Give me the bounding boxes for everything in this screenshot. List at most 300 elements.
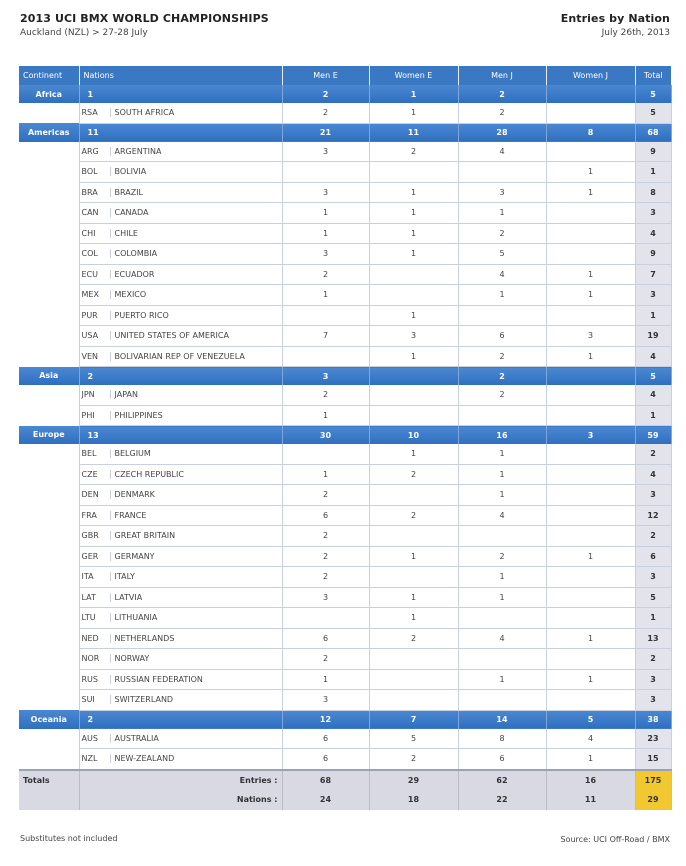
nation-row [19,505,671,526]
nation-cell [79,485,282,506]
nation-women-e [369,669,458,690]
nation-cell [79,567,282,588]
continent-spacer-cell [19,608,79,629]
continent-nation-count: 13 [79,426,282,445]
nation-men-j: 6 [458,749,546,770]
nation-men-e: 3 [282,587,369,608]
nation-women-j [546,203,635,224]
nation-men-j: 2 [458,346,546,367]
continent-total: 59 [635,426,671,445]
entries-table-wrapper [19,66,671,810]
nation-total: 6 [635,546,671,567]
nation-men-e: 2 [282,103,369,123]
nation-name: FRANCE [114,510,147,520]
nation-total: 3 [635,567,671,588]
nation-men-j: 4 [458,505,546,526]
nation-men-j [458,162,546,183]
nation-name: NETHERLANDS [114,633,175,643]
nation-name: ITALY [114,572,135,582]
nation-code: RSA [80,108,111,117]
nation-row [19,729,671,749]
continent-row [19,85,671,103]
continent-spacer-cell [19,182,79,203]
continent-spacer-cell [19,729,79,749]
nation-cell [79,385,282,405]
continent-spacer-cell [19,305,79,326]
continent-name: Oceania [19,710,79,729]
continent-spacer-cell [19,326,79,347]
continent-spacer-cell [19,628,79,649]
nation-code: DEN [80,490,111,499]
nation-cell [79,546,282,567]
nation-women-e [369,385,458,405]
nation-row [19,690,671,711]
nation-women-e: 2 [369,505,458,526]
col-header-women-j: Women J [546,66,635,85]
nation-total: 12 [635,505,671,526]
nation-cell [79,608,282,629]
nation-men-j [458,526,546,547]
totals-nations-women-j: 11 [546,790,635,810]
continent-name: Africa [19,85,79,103]
nation-code: FRA [80,511,111,520]
nation-row [19,749,671,770]
nation-cell [79,526,282,547]
nation-women-e [369,162,458,183]
continent-men-e: 30 [282,426,369,445]
report-header-right [561,12,670,38]
nation-women-j [546,608,635,629]
nation-cell [79,628,282,649]
nation-total: 1 [635,162,671,183]
nation-women-e: 1 [369,587,458,608]
continent-women-j: 8 [546,123,635,142]
nation-women-j [546,505,635,526]
nation-men-e: 3 [282,182,369,203]
col-header-men-e: Men E [282,66,369,85]
nation-row [19,608,671,629]
continent-women-j [546,367,635,386]
nation-total: 4 [635,346,671,367]
nation-row [19,464,671,485]
nation-women-e: 2 [369,749,458,770]
nation-row [19,203,671,224]
nation-total: 1 [635,405,671,426]
nation-code: JPN [80,390,111,399]
totals-entries-men-j: 62 [458,770,546,791]
continent-spacer-cell [19,444,79,464]
nation-women-j: 1 [546,546,635,567]
nation-women-e: 1 [369,305,458,326]
nation-women-e [369,526,458,547]
nation-total: 1 [635,305,671,326]
nation-name: PUERTO RICO [114,310,169,320]
nation-women-j [546,464,635,485]
nation-code: LAT [80,593,111,602]
nation-men-e: 3 [282,142,369,162]
nation-row [19,628,671,649]
nation-name: CHILE [114,228,138,238]
nation-code: PHI [80,411,111,420]
nation-women-e [369,285,458,306]
totals-nations-total: 29 [635,790,671,810]
nation-women-e: 1 [369,546,458,567]
nation-name: GERMANY [114,551,155,561]
continent-spacer-cell [19,505,79,526]
nation-men-j [458,608,546,629]
nation-row [19,587,671,608]
totals-entries-men-e: 68 [282,770,369,791]
nation-women-j: 3 [546,326,635,347]
continent-name: Europe [19,426,79,445]
nation-name: SOUTH AFRICA [114,108,175,118]
nation-men-j: 2 [458,546,546,567]
nation-total: 2 [635,649,671,670]
continent-name: Asia [19,367,79,386]
nation-women-j: 1 [546,669,635,690]
nation-men-e: 6 [282,505,369,526]
nation-men-e: 6 [282,749,369,770]
nation-name: ARGENTINA [114,146,162,156]
nation-women-j [546,385,635,405]
nation-code: RUS [80,675,111,684]
continent-nation-count: 2 [79,367,282,386]
continent-men-j: 16 [458,426,546,445]
continent-spacer-cell [19,669,79,690]
nation-row [19,326,671,347]
nation-men-j: 2 [458,385,546,405]
col-header-women-e: Women E [369,66,458,85]
continent-total: 5 [635,367,671,386]
totals-entries-total: 175 [635,770,671,791]
nation-code: ITA [80,572,111,581]
nation-cell [79,649,282,670]
nation-row [19,444,671,464]
nation-row [19,405,671,426]
nation-women-e: 1 [369,103,458,123]
nation-name: SWITZERLAND [114,695,174,705]
continent-spacer-cell [19,264,79,285]
nation-total: 8 [635,182,671,203]
nation-women-e: 2 [369,464,458,485]
continent-row [19,123,671,142]
nation-men-e: 2 [282,546,369,567]
nation-total: 1 [635,608,671,629]
nation-name: COLOMBIA [114,249,158,259]
nation-women-e: 2 [369,628,458,649]
nation-women-j [546,485,635,506]
nation-women-j [546,649,635,670]
nation-code: BEL [80,449,111,458]
nation-women-j [546,567,635,588]
nation-women-e: 3 [369,326,458,347]
totals-entries-women-j: 16 [546,770,635,791]
continent-row [19,367,671,386]
nation-total: 19 [635,326,671,347]
continent-men-j: 2 [458,85,546,103]
continent-spacer-cell [19,485,79,506]
nation-cell [79,505,282,526]
totals-entries-women-e: 29 [369,770,458,791]
nation-cell [79,326,282,347]
nation-code: CZE [80,470,111,479]
nation-total: 4 [635,385,671,405]
nation-men-e: 7 [282,326,369,347]
nation-total: 9 [635,244,671,265]
entries-label: Entries : [79,770,282,791]
nation-cell [79,103,282,123]
continent-men-e: 21 [282,123,369,142]
table-header-row [19,66,671,85]
nation-total: 4 [635,223,671,244]
nation-women-j: 1 [546,628,635,649]
continent-men-j: 2 [458,367,546,386]
totals-row-entries [19,770,671,791]
nation-total: 5 [635,587,671,608]
nation-cell [79,690,282,711]
continent-women-j: 5 [546,710,635,729]
nation-code: GER [80,552,111,561]
nation-name: NEW-ZEALAND [114,754,175,764]
nation-cell [79,142,282,162]
nation-men-e [282,608,369,629]
nation-code: CAN [80,208,111,217]
continent-spacer-cell [19,749,79,770]
nation-code: ARG [80,147,111,156]
continent-women-e: 11 [369,123,458,142]
nation-women-j [546,223,635,244]
nation-men-e: 2 [282,264,369,285]
nation-name: CANADA [114,208,149,218]
nation-row [19,264,671,285]
nation-code: COL [80,249,111,258]
continent-spacer-cell [19,142,79,162]
continent-spacer-cell [19,567,79,588]
nation-men-e: 3 [282,690,369,711]
continent-women-e: 7 [369,710,458,729]
nation-name: BELGIUM [114,449,151,459]
continent-women-j [546,85,635,103]
nation-cell [79,729,282,749]
nation-women-j: 1 [546,749,635,770]
nation-name: CZECH REPUBLIC [114,469,184,479]
nation-men-j [458,649,546,670]
totals-section [19,770,671,810]
nation-men-j: 4 [458,142,546,162]
nation-men-e: 1 [282,203,369,224]
nation-men-e: 6 [282,729,369,749]
continent-men-e: 2 [282,85,369,103]
nation-total: 3 [635,690,671,711]
nations-label: Nations : [79,790,282,810]
nation-men-e: 2 [282,485,369,506]
nation-code: VEN [80,352,111,361]
nation-total: 7 [635,264,671,285]
nation-total: 5 [635,103,671,123]
nation-row [19,546,671,567]
continent-spacer-cell [19,546,79,567]
col-header-continent: Continent [19,66,79,85]
nation-men-j: 1 [458,285,546,306]
nation-total: 9 [635,142,671,162]
nation-men-j: 1 [458,203,546,224]
continent-spacer-cell [19,526,79,547]
nation-men-e: 1 [282,669,369,690]
nation-women-j [546,142,635,162]
totals-nations-women-e: 18 [369,790,458,810]
nation-men-j: 4 [458,264,546,285]
nation-code: USA [80,331,111,340]
nation-men-j: 1 [458,444,546,464]
table-body [19,85,671,770]
nation-women-e: 1 [369,346,458,367]
nation-men-j [458,690,546,711]
footer-source: Source: UCI Off-Road / BMX [560,835,670,844]
nation-women-e: 2 [369,142,458,162]
nation-code: ECU [80,270,111,279]
nation-total: 3 [635,285,671,306]
nation-men-j: 5 [458,244,546,265]
nation-cell [79,162,282,183]
nation-total: 3 [635,203,671,224]
report-date: July 26th, 2013 [601,28,670,38]
nation-code: SUI [80,695,111,704]
nation-code: AUS [80,734,111,743]
continent-nation-count: 11 [79,123,282,142]
nation-women-j [546,526,635,547]
nation-women-e [369,567,458,588]
nation-women-j [546,444,635,464]
nation-men-e: 2 [282,385,369,405]
nation-women-j: 4 [546,729,635,749]
nation-men-j: 1 [458,464,546,485]
continent-women-j: 3 [546,426,635,445]
continent-spacer-cell [19,346,79,367]
nation-women-j [546,405,635,426]
nation-row [19,182,671,203]
nation-women-j: 1 [546,346,635,367]
continent-spacer-cell [19,103,79,123]
nation-row [19,669,671,690]
nation-cell [79,223,282,244]
continent-total: 5 [635,85,671,103]
continent-men-j: 14 [458,710,546,729]
col-header-total: Total [635,66,671,85]
nation-men-e: 1 [282,405,369,426]
nation-cell [79,305,282,326]
nation-cell [79,749,282,770]
continent-nation-count: 1 [79,85,282,103]
nation-men-e [282,346,369,367]
nation-men-e: 2 [282,649,369,670]
nation-women-j [546,587,635,608]
nation-row [19,103,671,123]
nation-row [19,305,671,326]
nation-men-e: 6 [282,628,369,649]
report-type: Entries by Nation [560,12,670,25]
nation-women-j [546,690,635,711]
nation-men-e: 1 [282,223,369,244]
nation-cell [79,182,282,203]
nation-total: 23 [635,729,671,749]
totals-label: Totals [19,770,79,810]
nation-total: 3 [635,669,671,690]
nation-code: NED [80,634,111,643]
nation-total: 13 [635,628,671,649]
continent-spacer-cell [19,223,79,244]
nation-cell [79,587,282,608]
nation-code: PUR [80,311,111,320]
continent-spacer-cell [19,244,79,265]
nation-men-e: 1 [282,285,369,306]
nation-women-e: 1 [369,608,458,629]
nation-men-j [458,405,546,426]
nation-name: AUSTRALIA [114,733,159,743]
report-title: 2013 UCI BMX WORLD CHAMPIONSHIPS [20,12,269,25]
nation-men-j: 2 [458,103,546,123]
nation-men-e [282,444,369,464]
col-header-nations: Nations [79,66,282,85]
nation-women-e [369,264,458,285]
nation-men-e: 3 [282,244,369,265]
nation-women-e: 1 [369,244,458,265]
nation-name: DENMARK [114,490,155,500]
nation-row [19,142,671,162]
nation-women-j: 1 [546,264,635,285]
continent-spacer-cell [19,464,79,485]
nation-women-j: 1 [546,285,635,306]
nation-women-j: 1 [546,162,635,183]
continent-spacer-cell [19,587,79,608]
totals-nations-men-e: 24 [282,790,369,810]
continent-spacer-cell [19,405,79,426]
nation-code: BOL [80,167,111,176]
nation-name: PHILIPPINES [114,410,163,420]
nation-name: BOLIVIA [114,167,147,177]
nation-women-j [546,244,635,265]
continent-spacer-cell [19,690,79,711]
nation-women-e: 1 [369,203,458,224]
nation-cell [79,669,282,690]
continent-women-e: 10 [369,426,458,445]
nation-men-e: 2 [282,567,369,588]
nation-row [19,285,671,306]
nation-code: NOR [80,654,111,663]
report-header [20,12,269,38]
nation-men-j: 6 [458,326,546,347]
entries-table [19,66,672,810]
nation-men-j: 1 [458,567,546,588]
nation-row [19,485,671,506]
nation-name: ECUADOR [114,269,155,279]
nation-row [19,346,671,367]
nation-name: NORWAY [114,654,150,664]
nation-cell [79,444,282,464]
report-subtitle: Auckland (NZL) > 27-28 July [20,28,148,38]
nation-cell [79,264,282,285]
nation-men-j: 8 [458,729,546,749]
nation-cell [79,405,282,426]
nation-row [19,244,671,265]
nation-cell [79,464,282,485]
continent-spacer-cell [19,203,79,224]
nation-men-j: 2 [458,223,546,244]
nation-row [19,385,671,405]
nation-row [19,526,671,547]
nation-name: JAPAN [114,390,138,400]
nation-men-j: 1 [458,485,546,506]
nation-men-j: 1 [458,587,546,608]
